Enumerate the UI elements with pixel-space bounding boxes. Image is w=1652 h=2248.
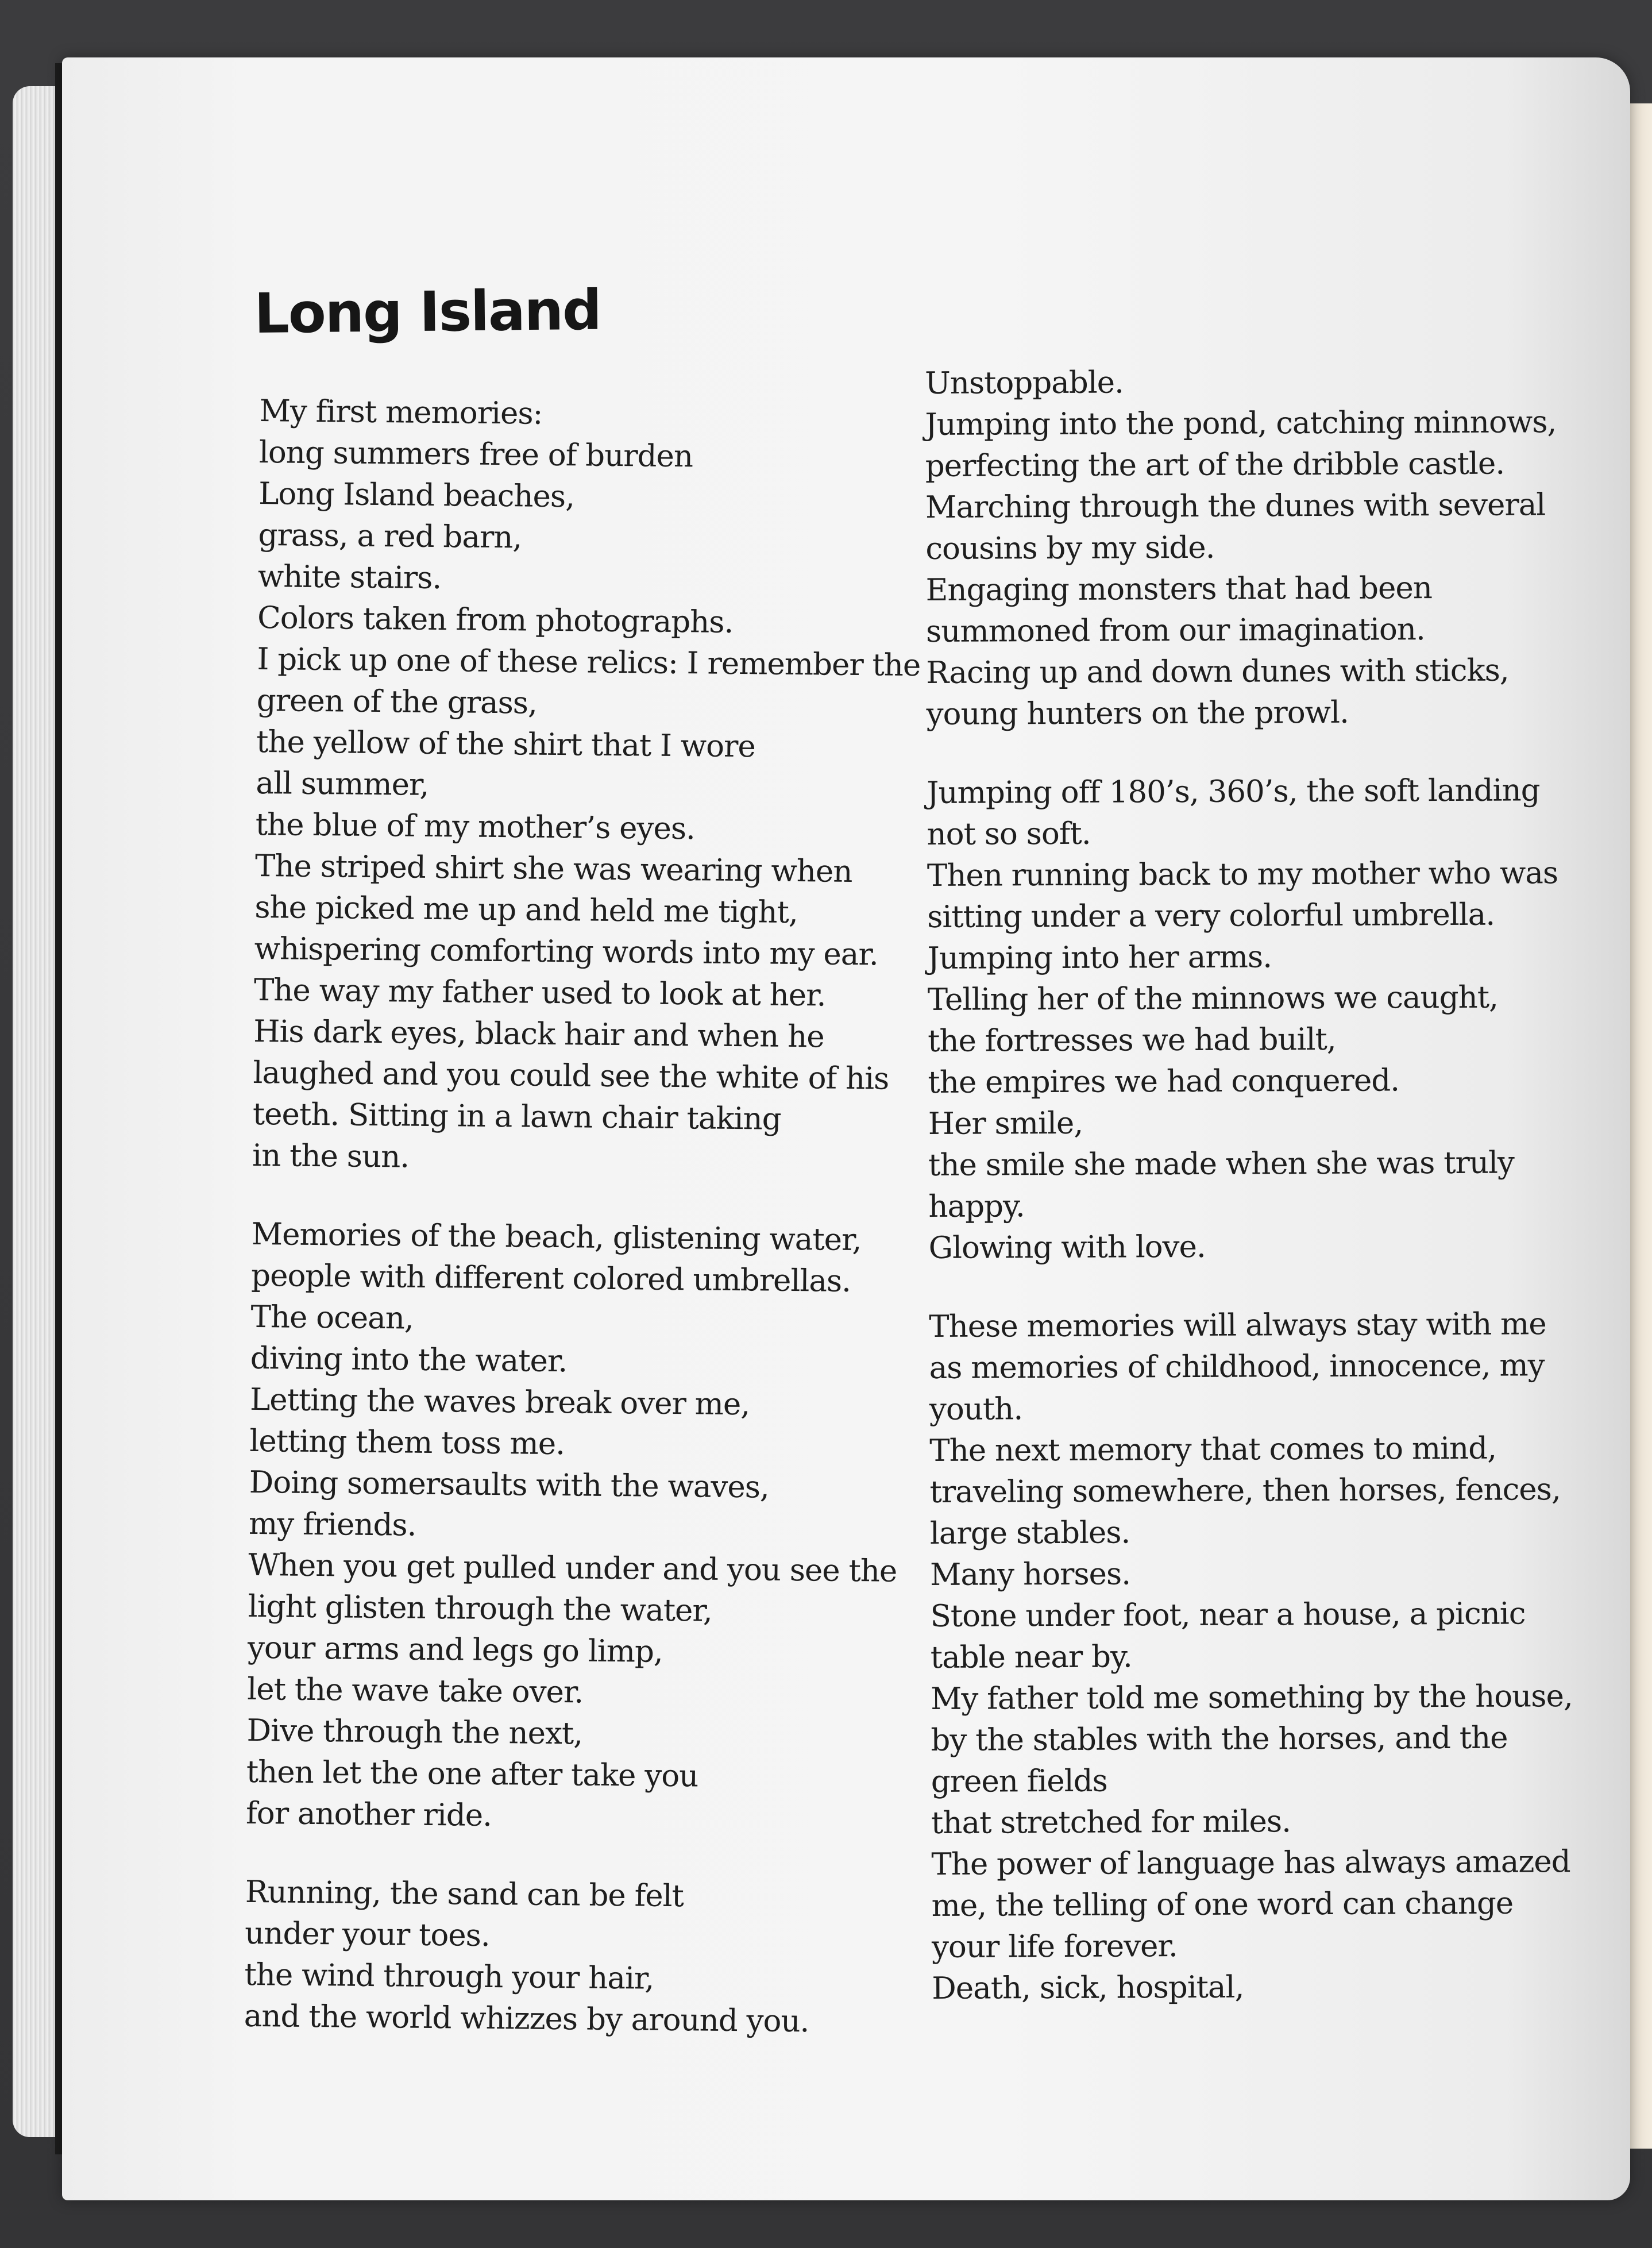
poem-line: people with different colored umbrellas. [250, 1258, 851, 1299]
poem-line: happy. [928, 1189, 1025, 1224]
poem-line: Long Island beaches, [258, 476, 575, 515]
poem-line: large stables. [929, 1515, 1130, 1551]
right-stanza-1 [925, 360, 1576, 735]
poem-line: Jumping into her arms. [927, 939, 1272, 976]
poem-line: When you get pulled under and you see the [248, 1547, 897, 1589]
poem-line: The next memory that comes to mind, [929, 1430, 1497, 1468]
poem-line: summoned from our imagination. [925, 612, 1425, 649]
poem-line: green fields [931, 1763, 1107, 1799]
poem-line: then let the one after take you [246, 1754, 698, 1794]
poem-line: long summers free of burden [258, 434, 693, 475]
poem-line: let the wave take over. [247, 1671, 584, 1710]
poem-line: diving into the water. [250, 1340, 568, 1379]
poem-line: My father told me something by the house, [931, 1679, 1573, 1717]
poem-line: the empires we had conquered. [928, 1063, 1400, 1100]
poem-line: perfecting the art of the dribble castle. [925, 446, 1505, 484]
poem-line: as memories of childhood, innocence, my [929, 1348, 1545, 1386]
poem-line: Marching through the dunes with several [925, 487, 1546, 525]
poem-line: Jumping into the pond, catching minnows, [925, 404, 1557, 442]
stanza-break [929, 1266, 1578, 1306]
poem-line: the smile she made when she was truly [928, 1145, 1515, 1183]
poem-line: My first memories: [259, 393, 543, 431]
poem-line: and the world whizzes by around you. [244, 1998, 809, 2039]
poem-line: sitting under a very colorful umbrella. [927, 897, 1495, 935]
poem-line: Glowing with love. [928, 1229, 1206, 1266]
poem-line: Jumping off 180’s, 360’s, the soft landing [927, 773, 1540, 811]
poem-line: your arms and legs go limp, [247, 1630, 663, 1669]
poem-line: The ocean, [250, 1299, 414, 1336]
poem-line: Then running back to my mother who was [927, 855, 1558, 893]
next-page-edge [1629, 103, 1652, 2149]
poem-line: Stone under foot, near a house, a picnic [930, 1596, 1526, 1634]
poem-line: Colors taken from photographs. [257, 600, 734, 640]
poem-line: His dark eyes, black hair and when he [253, 1013, 824, 1055]
stanza-break [245, 1834, 912, 1878]
poem-line: laughed and you could see the white of his [253, 1055, 889, 1097]
poem-line: Her smile, [928, 1105, 1083, 1142]
poem-line: that stretched for miles. [931, 1804, 1291, 1841]
poem-line: letting them toss me. [249, 1423, 565, 1462]
poem-line: Many horses. [930, 1556, 1131, 1593]
right-stanza-3 [929, 1304, 1581, 2010]
poem-line: Memories of the beach, glistening water, [251, 1216, 862, 1258]
poem-line: Running, the sand can be felt [245, 1874, 684, 1914]
poem-line: The way my father used to look at her. [253, 972, 826, 1013]
poem-line: Telling her of the minnows we caught, [927, 980, 1499, 1017]
poem-line: Dive through the next, [246, 1713, 583, 1752]
poem-title: Long Island [254, 277, 601, 346]
poem-line: my friends. [248, 1506, 416, 1543]
left-stanza-1 [252, 391, 926, 1183]
left-stanza-2 [246, 1214, 918, 1841]
poem-line: the blue of my mother’s eyes. [255, 807, 696, 847]
poem-line: under your toes. [244, 1915, 491, 1953]
poem-line: not so soft. [927, 816, 1091, 852]
poem-line: in the sun. [252, 1138, 410, 1175]
poem-line: teeth. Sitting in a lawn chair taking [252, 1096, 781, 1137]
poem-line: young hunters on the prowl. [926, 695, 1349, 732]
poem-line: Death, sick, hospital, [932, 1969, 1244, 2006]
poem-line: These memories will always stay with me [929, 1306, 1546, 1344]
poem-line: your life forever. [931, 1929, 1178, 1965]
right-stanza-2 [927, 770, 1578, 1269]
poem-line: the wind through your hair, [244, 1957, 654, 1996]
poem-line: The striped shirt she was wearing when [254, 848, 852, 889]
poem-line: by the stables with the horses, and the [931, 1720, 1508, 1758]
poem-line: Engaging monsters that had been [925, 570, 1433, 608]
poem-line: The power of language has always amazed [931, 1844, 1570, 1882]
poem-line: Racing up and down dunes with sticks, [926, 653, 1509, 691]
poem-line: light glisten through the water, [248, 1588, 713, 1629]
poem-line: whispering comforting words into my ear. [254, 931, 879, 973]
poem-line: green of the grass, [256, 683, 538, 721]
left-column [244, 391, 925, 2043]
poem-line: me, the telling of one word can change [931, 1885, 1514, 1923]
poem-line: white stairs. [257, 558, 442, 596]
right-column [925, 360, 1581, 2010]
poem-line: traveling somewhere, then horses, fences, [929, 1472, 1561, 1510]
poem-line: Letting the waves break over me, [249, 1382, 750, 1422]
poem-line: youth. [929, 1391, 1023, 1427]
poem-line: table near by. [930, 1639, 1132, 1675]
poem-line: she picked me up and held me tight, [254, 889, 798, 931]
poem-line: for another ride. [245, 1795, 492, 1833]
poem-line: the yellow of the shirt that I wore [256, 724, 756, 765]
poem-line: I pick up one of these relics: I remember the [257, 641, 921, 684]
poem-line: all summer, [256, 765, 429, 803]
left-stanza-3 [244, 1872, 912, 2043]
poem-line: grass, a red barn, [258, 517, 522, 556]
poem-line: Unstoppable. [925, 365, 1124, 401]
poem-line: cousins by my side. [925, 530, 1215, 566]
poem-line: the fortresses we had built, [928, 1021, 1336, 1059]
poem-line: Doing somersaults with the waves, [249, 1464, 770, 1505]
stanza-break [252, 1177, 918, 1220]
stanza-break [927, 732, 1576, 773]
